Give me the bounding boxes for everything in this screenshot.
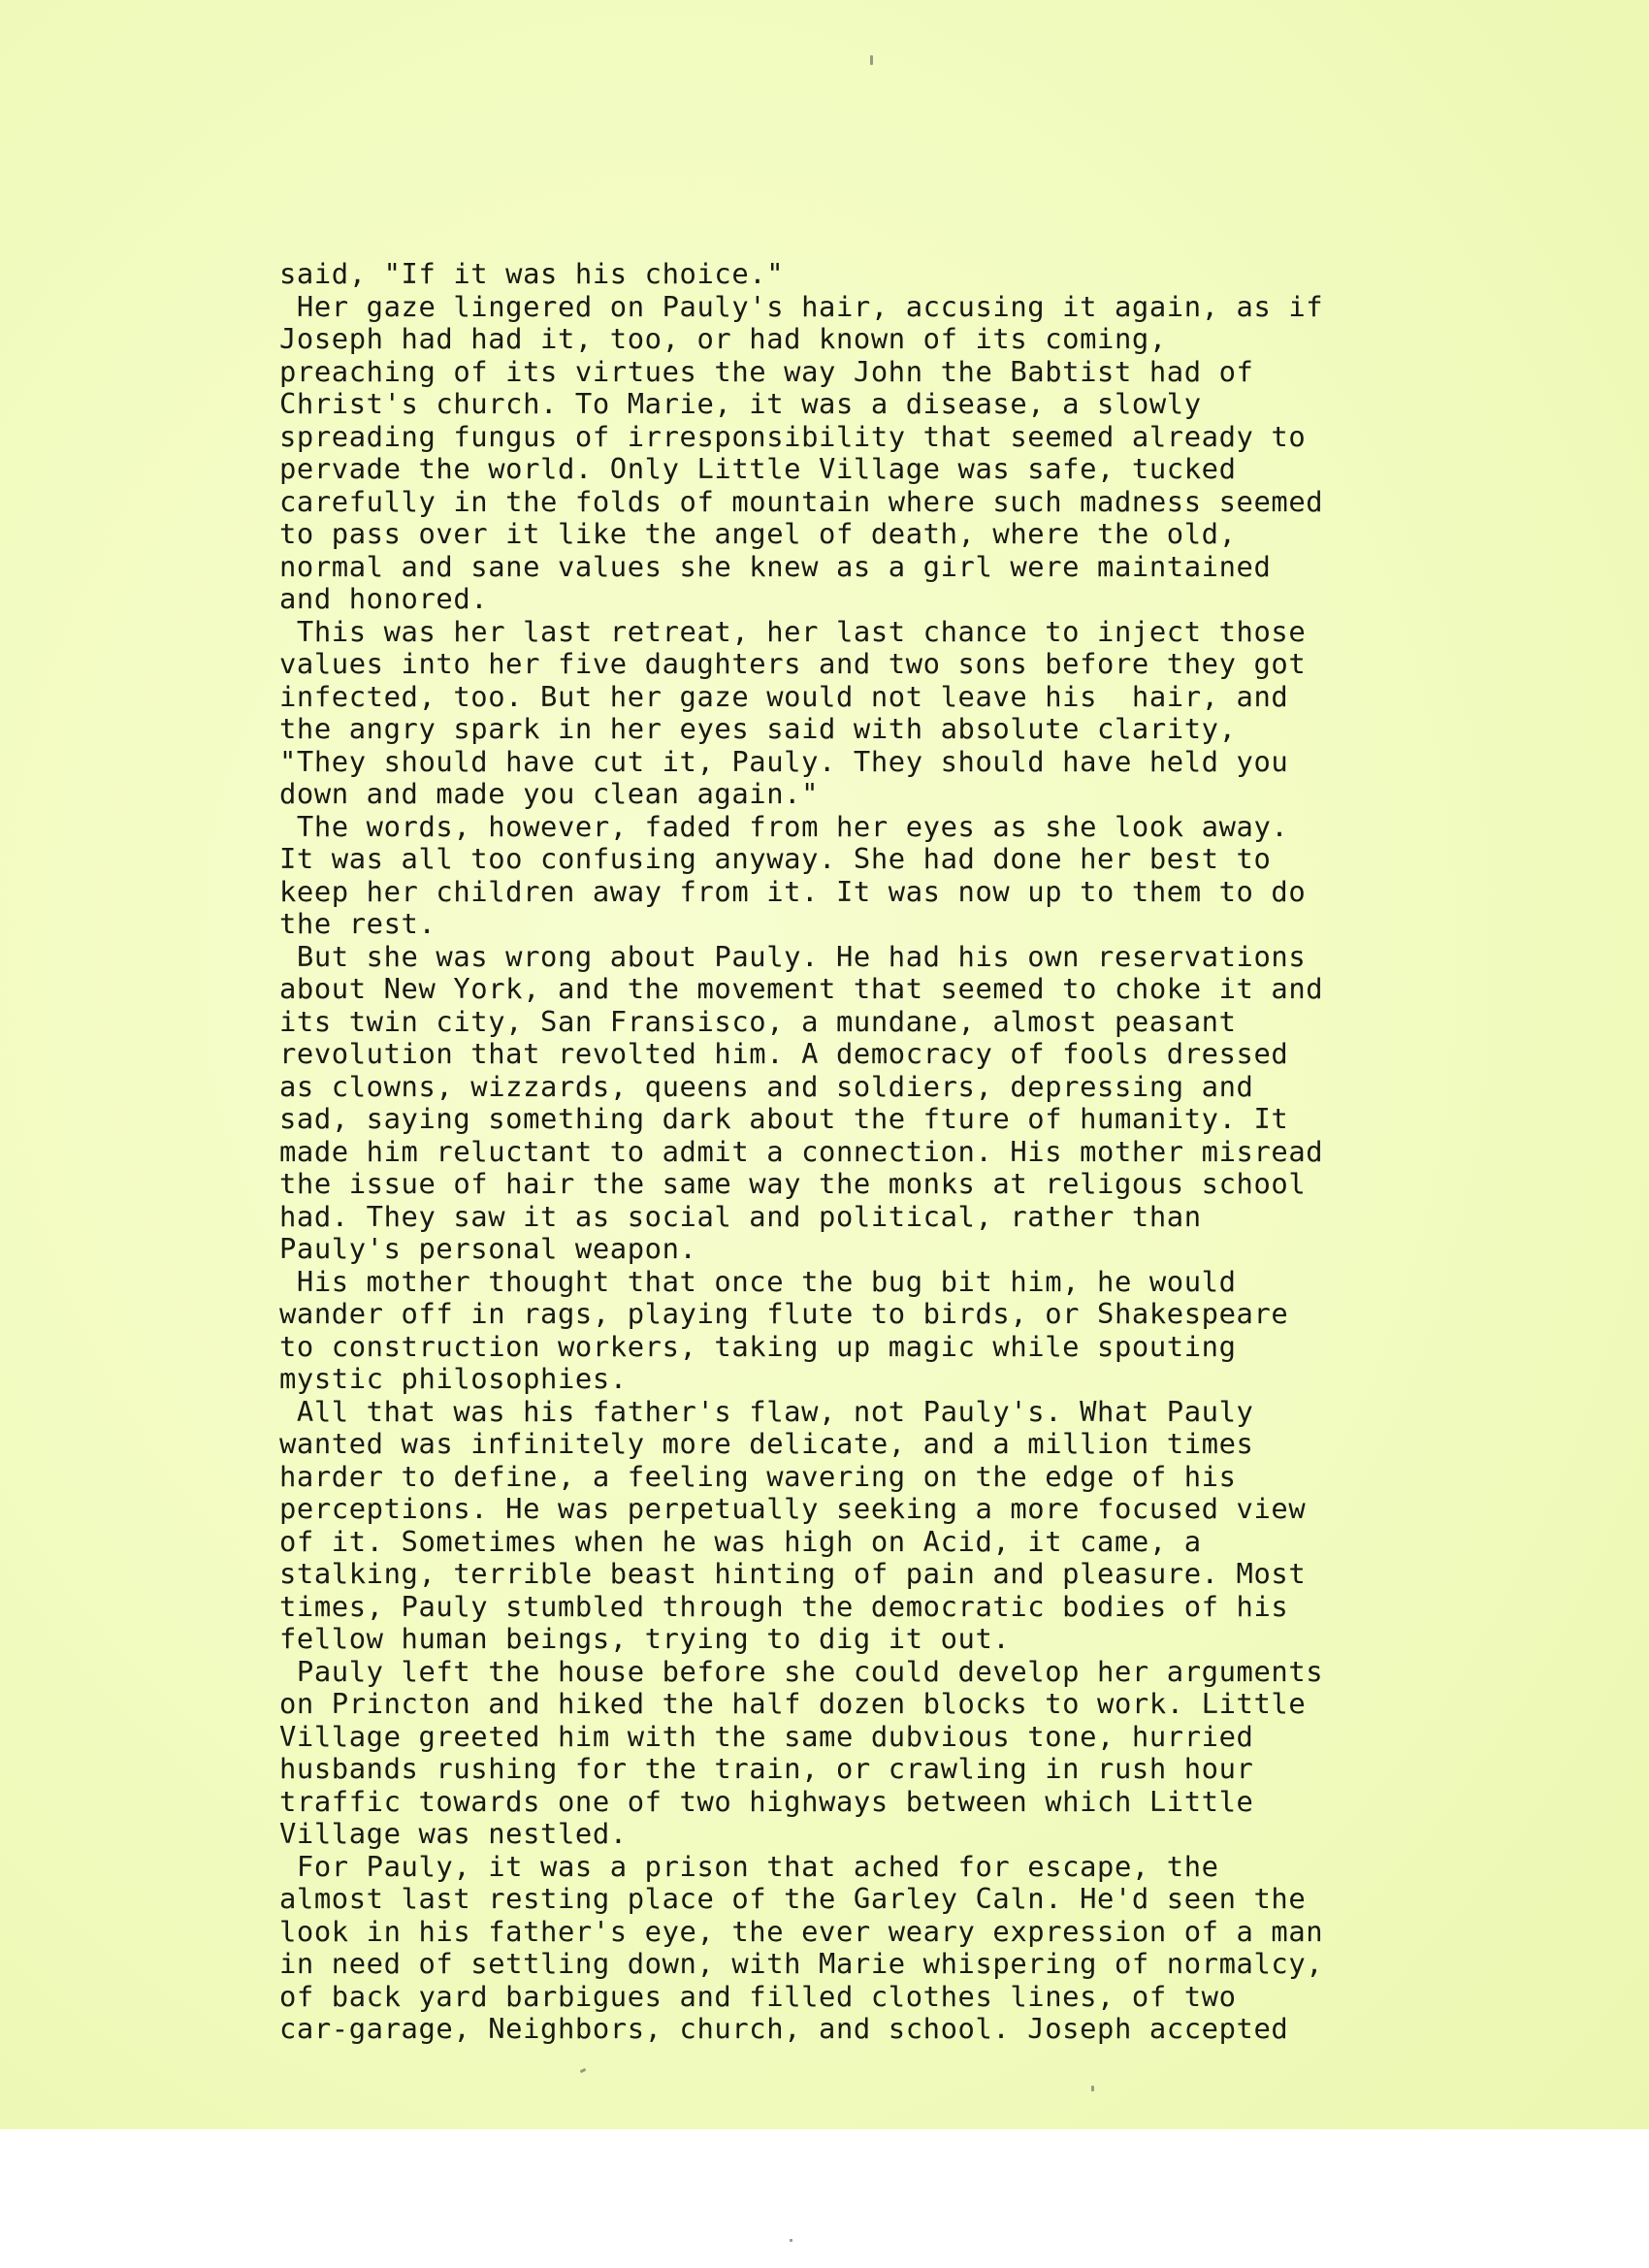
text-line: "They should have cut it, Pauly. They should have held you [279, 744, 1289, 778]
paper-speck [1091, 2086, 1094, 2091]
text-line: as clowns, wizzards, queens and soldiers, depressing and [279, 1069, 1254, 1103]
text-line: the angry spark in her eyes said with absolute clarity, [279, 712, 1237, 745]
text-line: The words, however, faded from her eyes as she look away. [279, 809, 1289, 843]
text-line: Pauly left the house before she could develop her arguments [279, 1654, 1324, 1688]
text-line: husbands rushing for the train, or crawling in rush hour [279, 1752, 1254, 1785]
paper-speck [870, 55, 873, 65]
text-line: Joseph had had it, too, or had known of its coming, [279, 322, 1167, 355]
text-line: the rest. [279, 907, 436, 940]
text-line: had. They saw it as social and political, rather than [279, 1199, 1202, 1233]
text-line: of back yard barbigues and filled clothes lines, of two [279, 1979, 1237, 2013]
text-line: to construction workers, taking up magic while spouting [279, 1329, 1237, 1363]
text-line: sad, saying something dark about the fture of humanity. It [279, 1102, 1289, 1135]
text-line: His mother thought that once the bug bit him, he would [279, 1264, 1237, 1298]
text-line: times, Pauly stumbled through the democratic bodies of his [279, 1589, 1289, 1623]
text-line: All that was his father's flaw, not Pauly's. What Pauly [279, 1394, 1254, 1428]
text-line: fellow human beings, trying to dig it out. [279, 1622, 1011, 1655]
text-line: almost last resting place of the Garley Caln. He'd seen the [279, 1882, 1307, 1915]
text-line: This was her last retreat, her last chance to inject those [279, 614, 1307, 648]
text-line: It was all too confusing anyway. She had done her best to [279, 842, 1272, 875]
text-line: traffic towards one of two highways between which Little [279, 1784, 1254, 1818]
text-line: infected, too. But her gaze would not leave his hair, and [279, 679, 1289, 713]
text-line: look in his father's eye, the ever weary expression of a man [279, 1914, 1324, 1948]
text-line: mystic philosophies. [279, 1362, 628, 1395]
text-line [279, 2046, 1482, 2079]
typed-text-body [279, 258, 1482, 2078]
text-line: car-garage, Neighbors, church, and school. Joseph accepted [279, 2012, 1289, 2045]
text-line: harder to define, a feeling wavering on the edge of his [279, 1459, 1237, 1493]
text-line: Christ's church. To Marie, it was a disease, a slowly [279, 387, 1202, 420]
text-line: carefully in the folds of mountain where such madness seemed [279, 484, 1324, 518]
text-line: wanted was infinitely more delicate, and a million times [279, 1427, 1254, 1460]
text-line: pervade the world. Only Little Village was safe, tucked [279, 452, 1237, 485]
text-line: about New York, and the movement that seemed to choke it and [279, 972, 1324, 1005]
text-line: on Princton and hiked the half dozen blocks to work. Little [279, 1687, 1307, 1720]
text-line: Village greeted him with the same dubvious tone, hurried [279, 1719, 1254, 1753]
text-line: For Pauly, it was a prison that ached for escape, the [279, 1849, 1219, 1883]
text-line: to pass over it like the angel of death, where the old, [279, 517, 1237, 550]
text-line: Pauly's personal weapon. [279, 1232, 697, 1265]
text-line: said, "If it was his choice." [279, 257, 785, 290]
text-line: of it. Sometimes when he was high on Acid, it came, a [279, 1524, 1202, 1558]
text-line: made him reluctant to admit a connection. His mother misread [279, 1134, 1324, 1168]
text-line: in need of settling down, with Marie whispering of normalcy, [279, 1947, 1324, 1980]
text-line: wander off in rags, playing flute to birds, or Shakespeare [279, 1297, 1289, 1330]
text-line: normal and sane values she knew as a girl were maintained [279, 549, 1272, 583]
text-line: preaching of its virtues the way John the Babtist had of [279, 354, 1254, 388]
text-line: stalking, terrible beast hinting of pain and pleasure. Most [279, 1557, 1307, 1590]
text-line: the issue of hair the same way the monks at religous school [279, 1167, 1307, 1200]
text-line: its twin city, San Fransisco, a mundane, almost peasant [279, 1004, 1237, 1038]
text-line: Village was nestled. [279, 1817, 628, 1850]
text-line: But she was wrong about Pauly. He had his own reservations [279, 939, 1307, 973]
text-line: revolution that revolted him. A democracy of fools dressed [279, 1037, 1289, 1070]
text-line: and honored. [279, 582, 489, 615]
paper-speck [790, 2239, 792, 2242]
text-line: keep her children away from it. It was now up to them to do [279, 874, 1307, 908]
text-line: values into her five daughters and two sons before they got [279, 647, 1307, 680]
text-line: perceptions. He was perpetually seeking a more focused view [279, 1492, 1307, 1525]
text-line: Her gaze lingered on Pauly's hair, accusing it again, as if [279, 289, 1324, 323]
text-line: spreading fungus of irresponsibility that seemed already to [279, 419, 1307, 453]
text-line: down and made you clean again." [279, 777, 820, 810]
